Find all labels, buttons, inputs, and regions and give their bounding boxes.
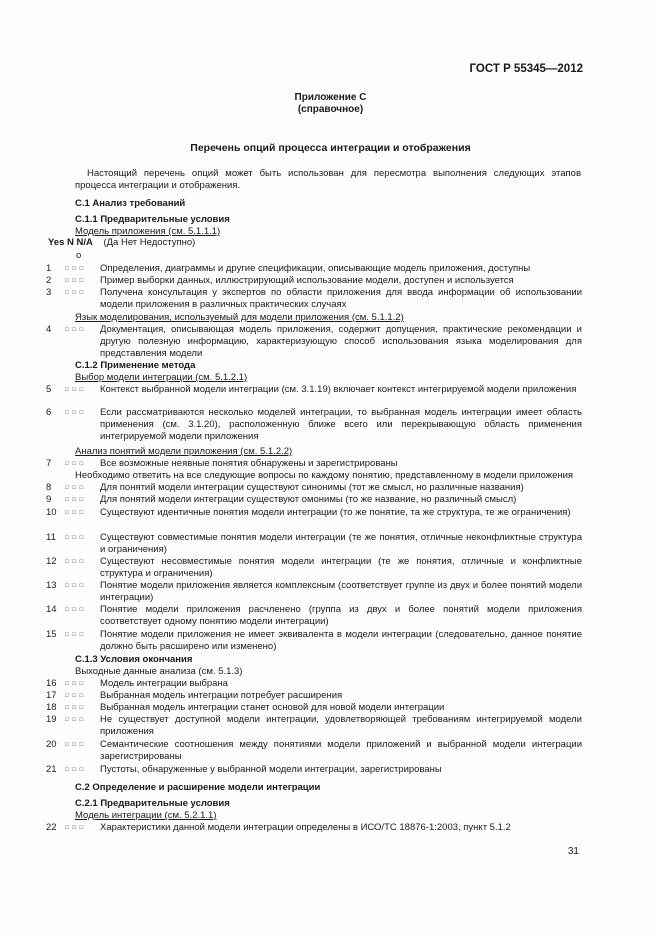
checkbox-group[interactable]: □ □ □ bbox=[65, 535, 85, 541]
standard-designation: ГОСТ Р 55345—2012 bbox=[469, 63, 583, 75]
checkbox-group[interactable]: □ □ □ bbox=[65, 559, 85, 565]
checklist-item bbox=[46, 822, 582, 834]
checklist-item bbox=[46, 690, 582, 702]
item-text: Не существует доступной модели интеграции, удовлетворяющей требованиям интегрируемой модели приложения bbox=[100, 714, 582, 737]
item-text: Семантические соотношения между понятиями модели приложений и выбранной модели интеграции зарегистрированы bbox=[100, 739, 582, 762]
checklist-item bbox=[46, 263, 582, 275]
item-number: 16 bbox=[46, 678, 57, 689]
checkbox-group[interactable]: □ □ □ bbox=[65, 583, 85, 589]
section-c11-ref: Модель приложения (см. 5.1.1.1) bbox=[75, 226, 221, 237]
appendix-subtitle: (справочное) bbox=[297, 104, 364, 115]
item-text: Выбранная модель интеграции станет основой для новой модели интеграции bbox=[100, 702, 445, 713]
item-number: 9 bbox=[46, 494, 52, 505]
section-c13-ref: Выходные данные анализа (см. 5.1.3) bbox=[75, 666, 243, 677]
checklist-item bbox=[46, 275, 582, 287]
checkbox-group[interactable]: □ □ □ bbox=[65, 387, 85, 393]
item-text: Существуют совместимые понятия модели интеграции (те же понятия, отличные неконфликтные структура и ограничения) bbox=[100, 532, 582, 555]
item-text: Существуют идентичные понятия модели интеграции (то же понятие, та же структура, те же ограничения) bbox=[100, 507, 571, 518]
checkbox-group[interactable]: □ □ □ bbox=[65, 607, 85, 613]
checklist-item bbox=[46, 407, 582, 443]
item-number: 11 bbox=[46, 532, 56, 543]
checkbox-group[interactable]: □ □ □ bbox=[65, 825, 85, 831]
item-number: 1 bbox=[46, 263, 52, 274]
item-text: Понятие модели приложения не имеет эквивалента в модели интеграции (следовательно, данное понятие должно быть расширено или изменено) bbox=[100, 629, 582, 652]
checkbox-group[interactable]: □ □ □ bbox=[65, 705, 85, 711]
checkbox-group[interactable]: □ □ □ bbox=[65, 681, 85, 687]
appendix-title: Приложение С bbox=[294, 92, 367, 103]
item-number: 21 bbox=[46, 764, 57, 775]
checklist-item bbox=[46, 507, 582, 519]
checklist-item bbox=[46, 324, 582, 360]
item-number: 22 bbox=[46, 822, 57, 833]
checklist-item bbox=[46, 580, 582, 604]
section-c1-heading: С.1 Анализ требований bbox=[75, 198, 186, 209]
checkbox-group[interactable]: □ □ □ bbox=[65, 693, 85, 699]
item-number: 12 bbox=[46, 556, 57, 567]
section-c2-heading: С.2 Определение и расширение модели интеграции bbox=[75, 782, 321, 793]
answer-note: Необходимо ответить на все следующие вопросы по каждому понятию, представленному в модели приложения bbox=[75, 470, 574, 481]
item-number: 2 bbox=[46, 275, 52, 286]
item-number: 6 bbox=[46, 407, 52, 418]
item-number: 7 bbox=[46, 458, 52, 469]
section-c13-heading: С.1.3 Условия окончания bbox=[75, 654, 193, 665]
checkbox-group[interactable]: □ □ □ bbox=[65, 327, 85, 333]
item-number: 17 bbox=[46, 690, 57, 701]
item-text: Получена консультация у экспертов по области приложения для ввода информации об использовании модели приложения в различных практических случаях bbox=[100, 287, 582, 310]
language-ref: Язык моделирования, используемый для модели приложения (см. 5.1.1.2) bbox=[75, 312, 404, 323]
checklist-item bbox=[46, 739, 582, 763]
item-text: Все возможные неявные понятия обнаружены и зарегистрированы bbox=[100, 458, 398, 469]
item-number: 15 bbox=[46, 629, 57, 640]
section-c12-heading: С.1.2 Применение метода bbox=[75, 360, 196, 371]
answer-columns-header bbox=[48, 237, 195, 248]
page-title: Перечень опций процесса интеграции и отображения bbox=[190, 142, 471, 154]
checklist-item bbox=[46, 556, 582, 580]
intro-paragraph: Настоящий перечень опций может быть использован для пересмотра выполнения следующих этапов процесса интеграции и отображения. bbox=[75, 168, 581, 191]
item-text: Документация, описывающая модель приложения, содержит допущения, практические рекомендации и другую полезную информацию, характеризующую способ использования языка моделирования для представления модели bbox=[100, 324, 582, 359]
checklist-item bbox=[46, 764, 582, 776]
checklist-item bbox=[46, 714, 582, 738]
checkbox-group[interactable]: □ □ □ bbox=[65, 717, 85, 723]
item-number: 8 bbox=[46, 482, 52, 493]
answer-codes-description: (Да Нет Недоступно) bbox=[103, 237, 196, 248]
checklist-item bbox=[46, 494, 582, 506]
item-text: Понятие модели приложения расчленено (группа из двух и более понятий модели приложения соответствует одному понятию модели интеграции) bbox=[100, 604, 582, 627]
checklist-item bbox=[46, 532, 582, 556]
item-number: 4 bbox=[46, 324, 52, 335]
checkbox-group[interactable]: □ □ □ bbox=[65, 510, 85, 516]
item-number: 5 bbox=[46, 384, 52, 395]
item-number: 10 bbox=[46, 507, 57, 518]
checkbox-group[interactable]: □ □ □ bbox=[65, 767, 85, 773]
answer-column-o: o bbox=[76, 250, 82, 261]
item-text: Контекст выбранной модели интеграции (см. 3.1.19) включает контекст интегрируемой модели приложения bbox=[100, 384, 577, 395]
checkbox-group[interactable]: □ □ □ bbox=[65, 497, 85, 503]
item-text: Для понятий модели интеграции существуют омонимы (то же название, но различный смысл) bbox=[100, 494, 517, 505]
checklist-item bbox=[46, 678, 582, 690]
checklist-item bbox=[46, 482, 582, 494]
checklist-item bbox=[46, 629, 582, 653]
checkbox-group[interactable]: □ □ □ bbox=[65, 266, 85, 272]
checklist-item bbox=[46, 384, 582, 396]
checklist-item bbox=[46, 702, 582, 714]
answer-codes: Yes N N/A bbox=[48, 237, 93, 248]
item-number: 20 bbox=[46, 739, 57, 750]
checkbox-group[interactable]: □ □ □ bbox=[65, 278, 85, 284]
section-c12-ref: Выбор модели интеграции (см. 5.1.2.1) bbox=[75, 372, 248, 383]
analysis-ref: Анализ понятий модели приложения (см. 5.1.2.2) bbox=[75, 446, 293, 457]
item-text: Если рассматриваются несколько моделей интеграции, то выбранная модель интеграции имеет область применения (см. 3.1.20), расположенную ближе всего или перекрывающую область применения интегрируемой модели приложения bbox=[100, 407, 582, 442]
checkbox-group[interactable]: □ □ □ bbox=[65, 632, 85, 638]
checkbox-group[interactable]: □ □ □ bbox=[65, 410, 85, 416]
item-text: Для понятий модели интеграции существуют синонимы (тот же смысл, но различные названия) bbox=[100, 482, 524, 493]
item-number: 13 bbox=[46, 580, 57, 591]
item-number: 19 bbox=[46, 714, 57, 725]
item-text: Пустоты, обнаруженные у выбранной модели интеграции, зарегистрированы bbox=[100, 764, 442, 775]
item-number: 3 bbox=[46, 287, 52, 298]
item-text: Пример выборки данных, иллюстрирующий использование модели, доступен и используется bbox=[100, 275, 514, 286]
item-number: 18 bbox=[46, 702, 57, 713]
item-text: Модель интеграции выбрана bbox=[100, 678, 228, 689]
checklist-item bbox=[46, 604, 582, 628]
checkbox-group[interactable]: □ □ □ bbox=[65, 290, 85, 296]
checkbox-group[interactable]: □ □ □ bbox=[65, 742, 85, 748]
item-text: Существуют несовместимые понятия модели интеграции (те же понятия, отличные и конфликтные структура и ограничения) bbox=[100, 556, 582, 579]
page-number: 31 bbox=[567, 846, 579, 857]
checklist-item bbox=[46, 287, 582, 311]
section-c21-heading: С.2.1 Предварительные условия bbox=[75, 798, 230, 809]
item-text: Определения, диаграммы и другие спецификации, описывающие модель приложения, доступны bbox=[100, 263, 531, 274]
section-c21-ref: Модель интеграции (см. 5.2.1.1) bbox=[75, 810, 217, 821]
checklist-item bbox=[46, 458, 582, 470]
item-text: Понятие модели приложения является комплексным (соответствует группе из двух и более понятий модели интеграции) bbox=[100, 580, 582, 603]
item-number: 14 bbox=[46, 604, 57, 615]
checkbox-group[interactable]: □ □ □ bbox=[65, 485, 85, 491]
checkbox-group[interactable]: □ □ □ bbox=[65, 461, 85, 467]
section-c11-heading: С.1.1 Предварительные условия bbox=[75, 214, 230, 225]
item-text: Характеристики данной модели интеграции определены в ИСО/ТС 18876-1:2003, пункт 5.1.2 bbox=[100, 822, 511, 833]
item-text: Выбранная модель интеграции потребует расширения bbox=[100, 690, 343, 701]
